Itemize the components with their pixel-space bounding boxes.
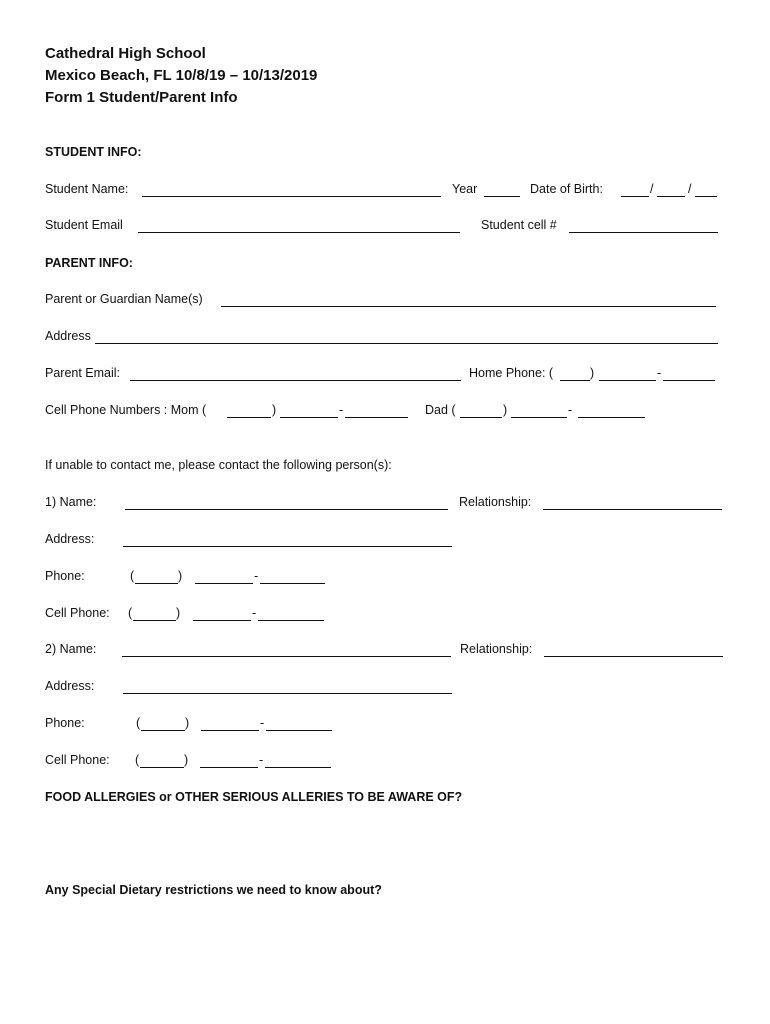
dob-label: Date of Birth:	[530, 182, 603, 196]
paren-open: (	[130, 569, 135, 583]
contact-1-name-label: 1) Name:	[45, 495, 97, 509]
paren-open: (	[136, 716, 141, 730]
contact-1-cell-area-field[interactable]	[133, 620, 176, 621]
contact-2-phone-label: Phone:	[45, 716, 85, 730]
parent-address-field[interactable]	[95, 343, 718, 344]
contact-1-name-field[interactable]	[125, 509, 448, 510]
contact-2-cell-label: Cell Phone:	[45, 753, 110, 767]
paren-open: (	[128, 606, 133, 620]
contact-2-relationship-field[interactable]	[544, 656, 723, 657]
home-phone-line-field[interactable]	[663, 380, 715, 381]
contact-2-cell-prefix-field[interactable]	[200, 767, 258, 768]
phone-dash: -	[657, 366, 662, 380]
contact-1-phone-line-field[interactable]	[260, 583, 325, 584]
contact-1-cell-line-field[interactable]	[258, 620, 324, 621]
contact-2-name-label: 2) Name:	[45, 642, 97, 656]
dob-year-field[interactable]	[695, 196, 717, 197]
dad-line-field[interactable]	[578, 417, 645, 418]
contact-2-phone-area-field[interactable]	[141, 730, 185, 731]
dad-label: Dad (	[425, 403, 456, 417]
student-info-heading: STUDENT INFO:	[45, 145, 142, 159]
school-name: Cathedral High School	[45, 45, 206, 62]
paren-close: )	[503, 403, 508, 417]
emergency-intro: If unable to contact me, please contact the following person(s):	[45, 458, 392, 472]
parent-address-label: Address	[45, 329, 91, 343]
parent-email-label: Parent Email:	[45, 366, 121, 380]
student-email-field[interactable]	[138, 232, 460, 233]
home-phone-label: Home Phone: (	[469, 366, 554, 380]
contact-1-phone-area-field[interactable]	[135, 583, 178, 584]
paren-close: )	[184, 753, 189, 767]
contact-2-address-field[interactable]	[123, 693, 452, 694]
dietary-question: Any Special Dietary restrictions we need to know about?	[45, 883, 382, 897]
contact-2-name-field[interactable]	[122, 656, 451, 657]
student-email-label: Student Email	[45, 218, 123, 232]
dad-prefix-field[interactable]	[511, 417, 567, 418]
student-name-label: Student Name:	[45, 182, 129, 196]
dob-separator: /	[688, 182, 692, 196]
student-cell-label: Student cell #	[481, 218, 557, 232]
contact-1-cell-label: Cell Phone:	[45, 606, 110, 620]
paren-close: )	[590, 366, 595, 380]
paren-open: (	[135, 753, 140, 767]
contact-2-relationship-label: Relationship:	[460, 642, 533, 656]
home-phone-area-field[interactable]	[560, 380, 590, 381]
contact-1-phone-prefix-field[interactable]	[195, 583, 253, 584]
contact-2-phone-prefix-field[interactable]	[201, 730, 259, 731]
student-name-field[interactable]	[142, 196, 441, 197]
home-phone-prefix-field[interactable]	[599, 380, 656, 381]
contact-1-relationship-field[interactable]	[543, 509, 722, 510]
form-title: Form 1 Student/Parent Info	[45, 89, 238, 106]
contact-2-cell-area-field[interactable]	[140, 767, 184, 768]
paren-close: )	[178, 569, 183, 583]
dob-separator: /	[650, 182, 654, 196]
dob-month-field[interactable]	[621, 196, 649, 197]
phone-dash: -	[568, 403, 573, 417]
guardian-name-field[interactable]	[221, 306, 716, 307]
contact-1-relationship-label: Relationship:	[459, 495, 532, 509]
year-field[interactable]	[484, 196, 520, 197]
student-cell-field[interactable]	[569, 232, 718, 233]
phone-dash: -	[339, 403, 344, 417]
dad-area-field[interactable]	[460, 417, 502, 418]
paren-close: )	[185, 716, 190, 730]
contact-1-address-field[interactable]	[123, 546, 452, 547]
phone-dash: -	[259, 753, 264, 767]
mom-prefix-field[interactable]	[280, 417, 338, 418]
contact-2-phone-line-field[interactable]	[266, 730, 332, 731]
contact-1-cell-prefix-field[interactable]	[193, 620, 251, 621]
parent-email-field[interactable]	[130, 380, 461, 381]
allergies-question: FOOD ALLERGIES or OTHER SERIOUS ALLERIES TO BE AWARE OF?	[45, 790, 463, 804]
paren-close: )	[272, 403, 277, 417]
mom-line-field[interactable]	[345, 417, 408, 418]
parent-info-heading: PARENT INFO:	[45, 256, 133, 270]
dob-day-field[interactable]	[657, 196, 685, 197]
paren-close: )	[176, 606, 181, 620]
contact-2-address-label: Address:	[45, 679, 95, 693]
guardian-name-label: Parent or Guardian Name(s)	[45, 292, 203, 306]
contact-1-phone-label: Phone:	[45, 569, 85, 583]
phone-dash: -	[252, 606, 257, 620]
mom-area-field[interactable]	[227, 417, 271, 418]
location-dates: Mexico Beach, FL 10/8/19 – 10/13/2019	[45, 67, 318, 84]
phone-dash: -	[260, 716, 265, 730]
cell-numbers-label: Cell Phone Numbers : Mom (	[45, 403, 207, 417]
contact-2-cell-line-field[interactable]	[265, 767, 331, 768]
phone-dash: -	[254, 569, 259, 583]
contact-1-address-label: Address:	[45, 532, 95, 546]
year-label: Year	[452, 182, 478, 196]
